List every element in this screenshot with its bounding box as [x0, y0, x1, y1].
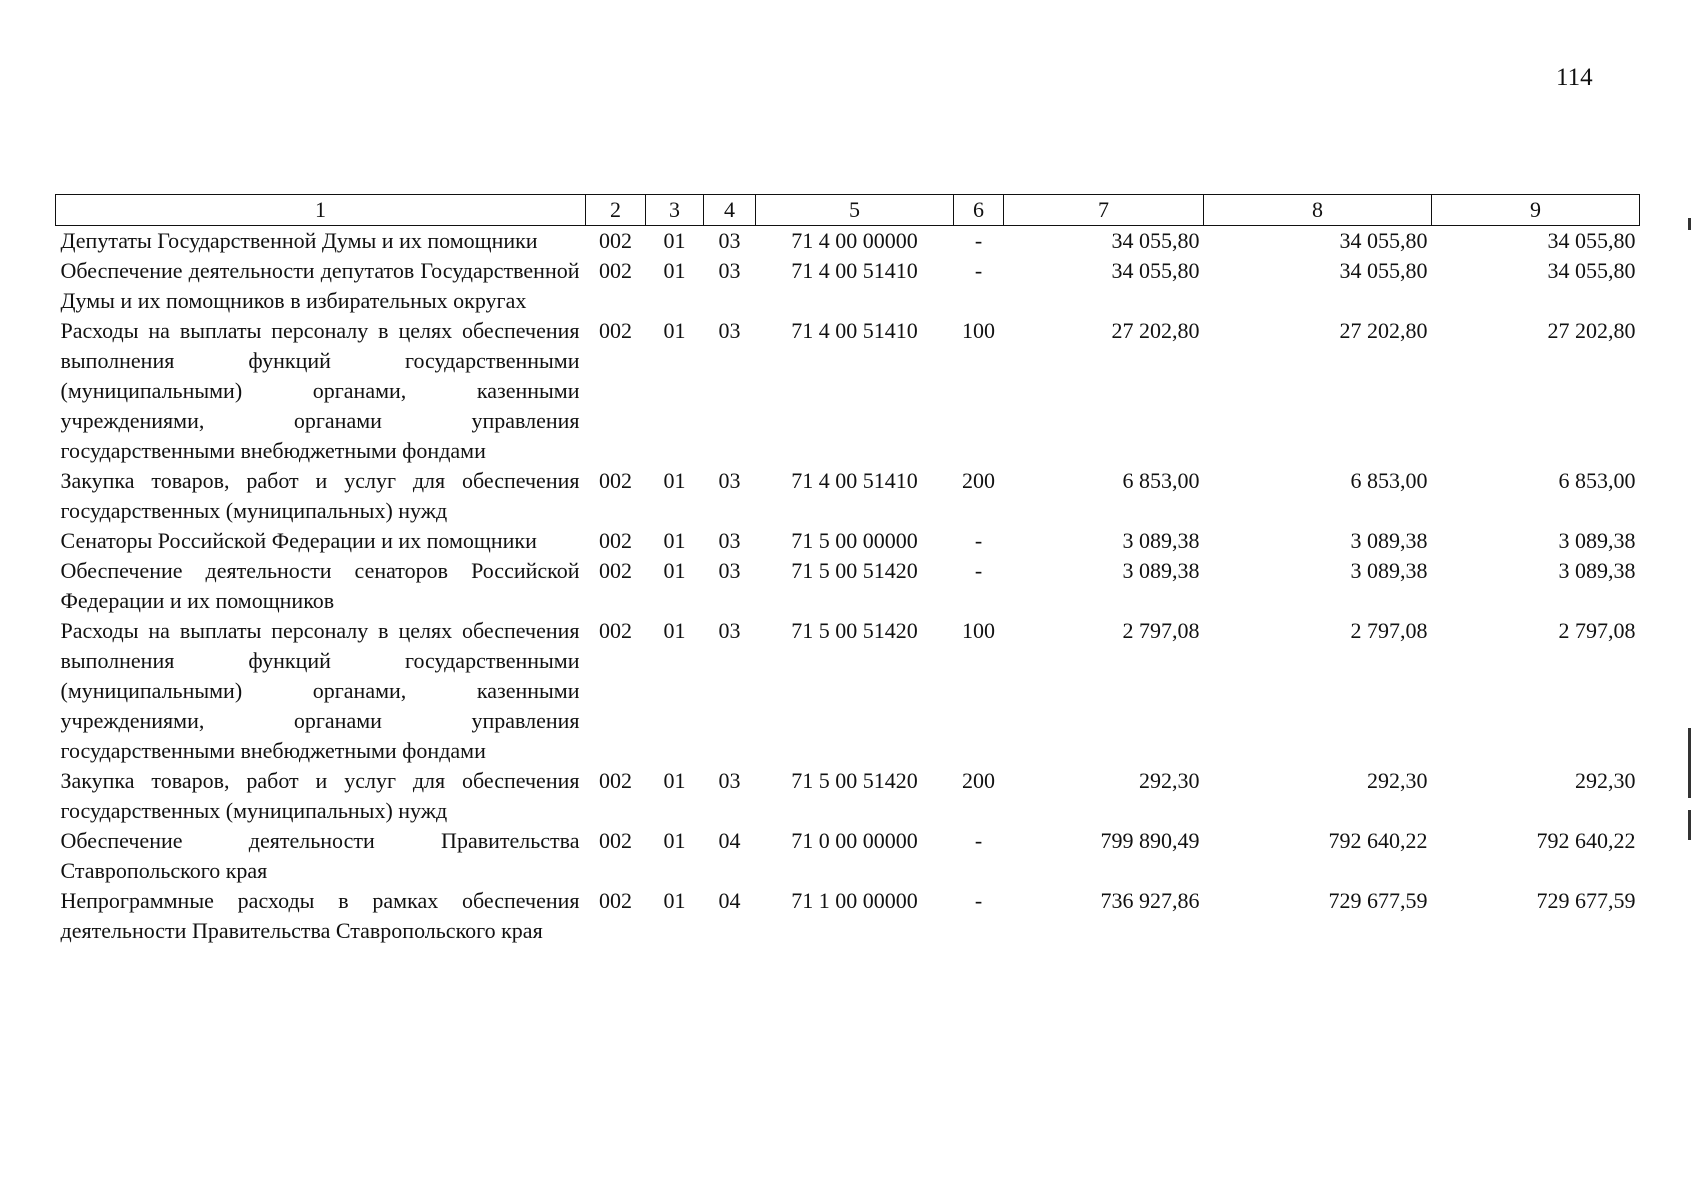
- amount-cell: 34 055,80: [1547, 258, 1636, 283]
- amount-cell: 34 055,80: [1111, 228, 1200, 253]
- amount-cell: 3 089,38: [1122, 528, 1200, 553]
- code-cell: 01: [663, 558, 686, 583]
- code-cell: 04: [718, 828, 741, 853]
- table-row: [56, 826, 1640, 886]
- amount-cell: 6 853,00: [1558, 468, 1636, 493]
- amount-cell: 34 055,80: [1339, 258, 1428, 283]
- code-cell: 03: [718, 318, 741, 343]
- code-cell: 100: [962, 618, 995, 643]
- row-description: Обеспечение деятельности Правительства Ставропольского края: [60, 828, 580, 883]
- code-cell: 002: [599, 228, 632, 253]
- table-row: [56, 556, 1640, 616]
- amount-cell: 34 055,80: [1547, 228, 1636, 253]
- code-cell: 01: [663, 468, 686, 493]
- column-header: 2: [586, 195, 646, 226]
- code-cell: 03: [718, 558, 741, 583]
- code-cell: 002: [599, 468, 632, 493]
- table-row: [56, 256, 1640, 316]
- code-cell: 71 0 00 00000: [791, 828, 918, 853]
- column-header: 5: [756, 195, 954, 226]
- code-cell: 71 5 00 00000: [791, 528, 918, 553]
- amount-cell: 6 853,00: [1350, 468, 1428, 493]
- code-cell: 01: [663, 258, 686, 283]
- table-row: [56, 466, 1640, 526]
- code-cell: 71 4 00 51410: [791, 258, 918, 283]
- column-header: 8: [1204, 195, 1432, 226]
- code-cell: -: [974, 558, 983, 583]
- header-row: [56, 195, 1640, 226]
- code-cell: 01: [663, 888, 686, 913]
- amount-cell: 292,30: [1575, 768, 1636, 793]
- scan-edge-mark: [1688, 810, 1691, 840]
- code-cell: 002: [599, 828, 632, 853]
- scan-edge-mark: [1688, 218, 1691, 230]
- amount-cell: 3 089,38: [1350, 528, 1428, 553]
- code-cell: 03: [718, 468, 741, 493]
- code-cell: -: [974, 828, 983, 853]
- amount-cell: 292,30: [1139, 768, 1200, 793]
- amount-cell: 2 797,08: [1558, 618, 1636, 643]
- code-cell: 002: [599, 618, 632, 643]
- code-cell: 002: [599, 888, 632, 913]
- code-cell: 71 4 00 00000: [791, 228, 918, 253]
- table-row: [56, 526, 1640, 556]
- row-description: Обеспечение деятельности депутатов Государственной Думы и их помощников в избирательных округах: [60, 258, 580, 313]
- row-description: Непрограммные расходы в рамках обеспечения деятельности Правительства Ставропольского края: [60, 888, 580, 943]
- code-cell: 03: [718, 258, 741, 283]
- amount-cell: 27 202,80: [1339, 318, 1428, 343]
- column-header: 4: [704, 195, 756, 226]
- code-cell: 71 4 00 51410: [791, 318, 918, 343]
- code-cell: 03: [718, 228, 741, 253]
- amount-cell: 34 055,80: [1111, 258, 1200, 283]
- column-header: 6: [954, 195, 1004, 226]
- code-cell: 002: [599, 528, 632, 553]
- amount-cell: 799 890,49: [1100, 828, 1200, 853]
- budget-table: [55, 194, 1640, 946]
- code-cell: 01: [663, 828, 686, 853]
- table-row: [56, 316, 1640, 466]
- code-cell: 200: [962, 768, 995, 793]
- column-header: 1: [56, 195, 586, 226]
- code-cell: 03: [718, 768, 741, 793]
- code-cell: 04: [718, 888, 741, 913]
- code-cell: 03: [718, 618, 741, 643]
- code-cell: 71 4 00 51410: [791, 468, 918, 493]
- amount-cell: 792 640,22: [1328, 828, 1428, 853]
- code-cell: 01: [663, 618, 686, 643]
- column-header: 7: [1004, 195, 1204, 226]
- code-cell: 01: [663, 318, 686, 343]
- code-cell: -: [974, 528, 983, 553]
- code-cell: 71 5 00 51420: [791, 618, 918, 643]
- code-cell: 002: [599, 318, 632, 343]
- code-cell: 03: [718, 528, 741, 553]
- row-description: Сенаторы Российской Федерации и их помощники: [60, 528, 537, 553]
- amount-cell: 736 927,86: [1100, 888, 1200, 913]
- amount-cell: 3 089,38: [1558, 558, 1636, 583]
- amount-cell: 27 202,80: [1111, 318, 1200, 343]
- code-cell: -: [974, 258, 983, 283]
- column-header: 3: [646, 195, 704, 226]
- table-row: [56, 766, 1640, 826]
- code-cell: 002: [599, 258, 632, 283]
- column-header: 9: [1432, 195, 1640, 226]
- table-row: [56, 616, 1640, 766]
- amount-cell: 6 853,00: [1122, 468, 1200, 493]
- row-description: Расходы на выплаты персоналу в целях обеспечения выполнения функций государственными (муниципальными) органами, казенными учреждениями, органами управления государственными внебюджетными фондами: [60, 618, 580, 763]
- amount-cell: 27 202,80: [1547, 318, 1636, 343]
- row-description: Закупка товаров, работ и услуг для обеспечения государственных (муниципальных) нужд: [60, 768, 580, 823]
- code-cell: 71 5 00 51420: [791, 558, 918, 583]
- code-cell: -: [974, 228, 983, 253]
- code-cell: 71 5 00 51420: [791, 768, 918, 793]
- row-description: Закупка товаров, работ и услуг для обеспечения государственных (муниципальных) нужд: [60, 468, 580, 523]
- code-cell: 002: [599, 768, 632, 793]
- page-number: 114: [1556, 64, 1593, 91]
- amount-cell: 729 677,59: [1536, 888, 1636, 913]
- code-cell: 01: [663, 768, 686, 793]
- code-cell: 71 1 00 00000: [791, 888, 918, 913]
- row-description: Депутаты Государственной Думы и их помощники: [60, 228, 538, 253]
- table-row: [56, 886, 1640, 946]
- code-cell: 100: [962, 318, 995, 343]
- row-description: Расходы на выплаты персоналу в целях обеспечения выполнения функций государственными (муниципальными) органами, казенными учреждениями, органами управления государственными внебюджетными фондами: [60, 318, 580, 463]
- code-cell: 200: [962, 468, 995, 493]
- scan-edge-mark: [1688, 728, 1691, 798]
- amount-cell: 34 055,80: [1339, 228, 1428, 253]
- code-cell: 01: [663, 228, 686, 253]
- code-cell: -: [974, 888, 983, 913]
- table-row: [56, 226, 1640, 257]
- code-cell: 002: [599, 558, 632, 583]
- amount-cell: 3 089,38: [1122, 558, 1200, 583]
- code-cell: 01: [663, 528, 686, 553]
- amount-cell: 2 797,08: [1350, 618, 1428, 643]
- row-description: Обеспечение деятельности сенаторов Российской Федерации и их помощников: [60, 558, 580, 613]
- amount-cell: 792 640,22: [1536, 828, 1636, 853]
- amount-cell: 729 677,59: [1328, 888, 1428, 913]
- amount-cell: 3 089,38: [1350, 558, 1428, 583]
- amount-cell: 3 089,38: [1558, 528, 1636, 553]
- amount-cell: 2 797,08: [1122, 618, 1200, 643]
- amount-cell: 292,30: [1367, 768, 1428, 793]
